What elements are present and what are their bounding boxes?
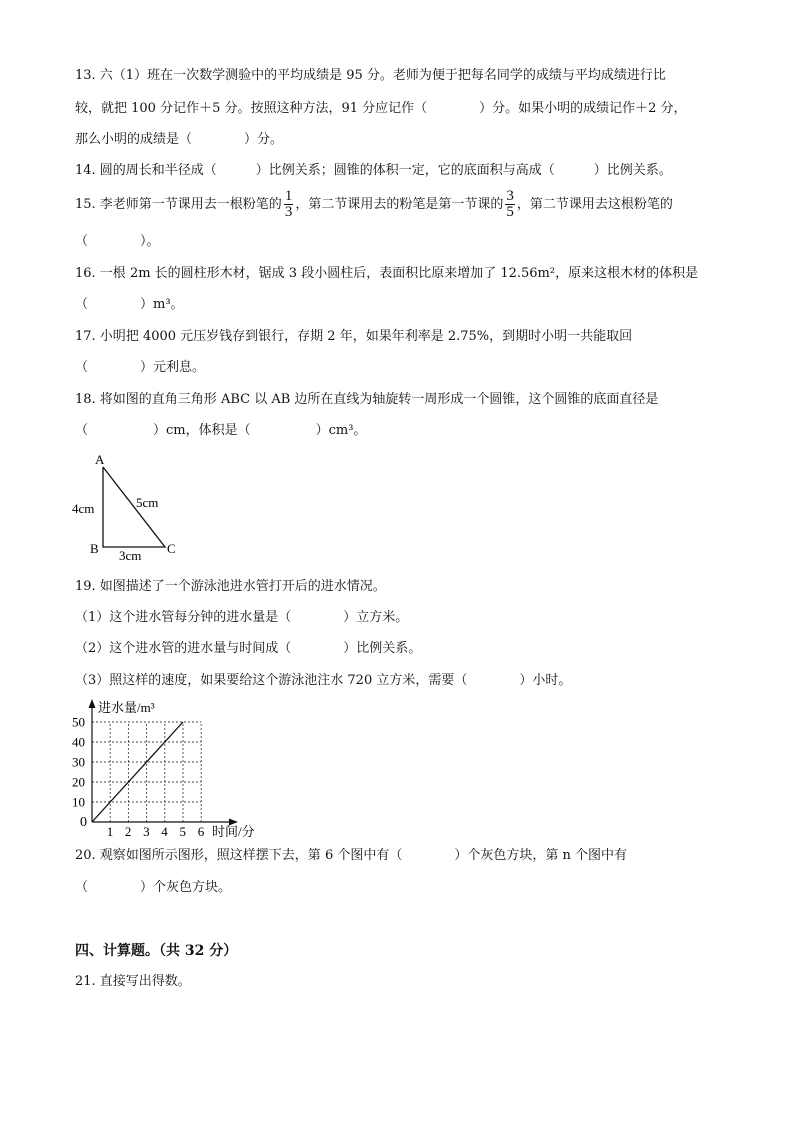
q15-text-part2: ，第二节课用去的粉笔是第一节课的	[295, 197, 504, 212]
vertex-b-label: B	[90, 541, 99, 556]
q15-text-part1: 15. 李老师第一节课用去一根粉笔的	[75, 197, 282, 212]
triangle-figure	[70, 450, 190, 560]
x-axis-label: 时间/分	[212, 824, 255, 839]
x-tick-label: 3	[143, 824, 150, 839]
fraction-numerator: 1	[284, 188, 293, 204]
vertex-a-label: A	[95, 452, 105, 467]
y-axis-arrow-icon	[89, 699, 96, 708]
y-tick-label: 50	[72, 714, 85, 730]
x-tick-label: 5	[179, 824, 186, 839]
y-tick-label: 30	[72, 754, 85, 770]
vertex-c-label: C	[167, 541, 176, 556]
q19-sub2: （2）这个进水管的进水量与时间成（ ）比例关系。	[75, 641, 422, 656]
q20-line2: （ ）个灰色方块。	[75, 880, 232, 895]
fraction-numerator: 3	[506, 188, 514, 204]
q13-line3: 那么小明的成绩是（ ）分。	[75, 132, 284, 147]
origin-label: 0	[80, 815, 87, 830]
q21-line1: 21. 直接写出得数。	[75, 974, 191, 989]
chart-series	[92, 722, 183, 822]
q13-line2: 较，就把 100 分记作＋5 分。按照这种方法，91 分应记作（ ）分。如果小明的成绩记作＋2 分，	[75, 101, 687, 116]
q15-line1	[75, 188, 673, 222]
q20-line1: 20. 观察如图所示图形，照这样摆下去，第 6 个图中有（ ）个灰色方块，第 n 个图中有	[75, 848, 627, 863]
q16-line2: （ ）m³。	[75, 297, 184, 312]
y-axis-label: 进水量/m³	[98, 700, 155, 715]
x-tick-label: 6	[197, 824, 205, 839]
q18-line2: （ ）cm，体积是（ ）cm³。	[75, 423, 367, 438]
x-tick-label: 4	[161, 824, 168, 839]
x-tick-label: 2	[124, 824, 132, 839]
q13-line1: 13. 六（1）班在一次数学测验中的平均成绩是 95 分。老师为便于把每名同学的成绩与平均成绩进行比	[75, 68, 666, 83]
side-bc-label: 3cm	[119, 548, 142, 560]
fraction-denominator: 5	[506, 204, 514, 220]
q17-line2: （ ）元利息。	[75, 360, 206, 375]
q17-line1: 17. 小明把 4000 元压岁钱存到银行，存期 2 年，如果年利率是 2.75%，到期时小明一共能取回	[75, 329, 633, 344]
q18-line1: 18. 将如图的直角三角形 ABC 以 AB 边所在直线为轴旋转一周形成一个圆锥，这个圆锥的底面直径是	[75, 392, 659, 407]
q19-line1: 19. 如图描述了一个游泳池进水管打开后的进水情况。	[75, 579, 386, 594]
q16-line1: 16. 一根 2m 长的圆柱形木材，锯成 3 段小圆柱后，表面积比原来增加了 12.56m²，原来这根木材的体积是	[75, 266, 699, 281]
y-tick-label: 20	[72, 774, 85, 790]
section-heading: 四、计算题。（共 32 分）	[75, 943, 238, 959]
side-ab-label: 4cm	[72, 501, 95, 516]
series-line	[92, 722, 183, 822]
fraction-denominator: 3	[284, 204, 293, 220]
q15-line2: （ ）。	[75, 234, 160, 249]
q19-sub3: （3）照这样的速度，如果要给这个游泳池注水 720 立方米，需要（ ）小时。	[75, 673, 572, 688]
side-ac-label: 5cm	[136, 495, 159, 510]
q15-fraction-one-third	[284, 189, 294, 220]
chart-grid	[92, 722, 201, 822]
q19-sub1: （1）这个进水管每分钟的进水量是（ ）立方米。	[75, 610, 409, 625]
q15-fraction-three-fifths	[505, 189, 515, 220]
q15-text-part3: ，第二节课用去这根粉笔的	[516, 197, 673, 212]
y-tick-label: 10	[72, 794, 85, 810]
q14-line1: 14. 圆的周长和半径成（ ）比例关系；圆锥的体积一定，它的底面积与高成（ ）比例关系。	[75, 163, 672, 178]
water-inflow-chart	[68, 695, 268, 843]
y-tick-label: 40	[72, 734, 85, 750]
x-tick-label: 1	[106, 824, 114, 839]
